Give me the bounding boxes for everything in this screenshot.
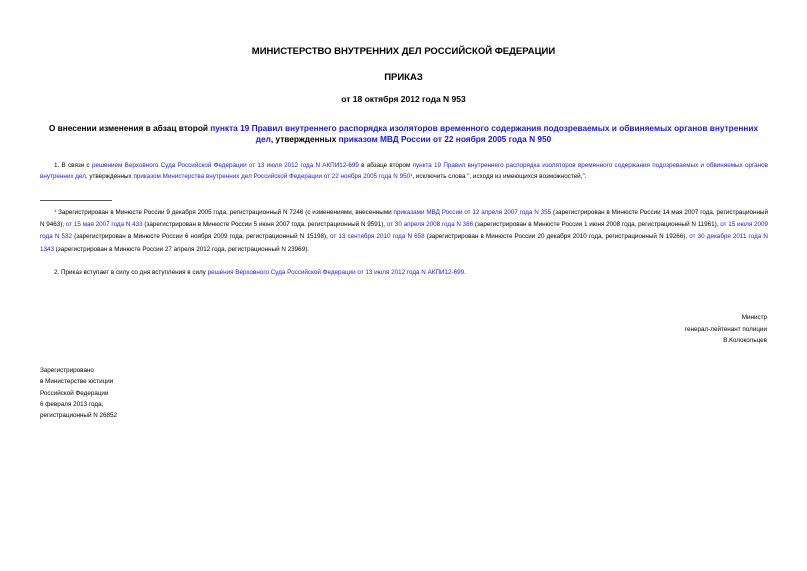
paragraph-2 <box>40 268 768 277</box>
link-rules-item-19[interactable]: пункта 19 Правил внутреннего распорядка изоляторов временного содержания подозреваемых и обвиняемых органов внутренних дел <box>40 162 768 181</box>
footnote-text: (зарегистрирован в Минюсте России 6 ноября 2009 года, регистрационный N 15198), <box>72 233 330 241</box>
paragraph-1 <box>40 161 768 182</box>
subject-text: О внесении изменения в абзац второй <box>48 123 211 133</box>
paragraph-text: , исключить слова ", исходя из имеющихся возможностей,". <box>412 173 587 181</box>
footnote-text: (зарегистрирован в Минюсте России 14 мая 2007 года, регистрационный N 9463), <box>40 209 768 229</box>
paragraph-text: 2. Приказ вступает в силу со дня вступления в силу <box>54 269 208 276</box>
registration-line: Зарегистрировано <box>40 367 94 374</box>
registration-date: 6 февраля 2013 года, <box>40 400 104 408</box>
footnote-number: 1 <box>54 208 57 213</box>
footnote-text: (зарегистрирован в Минюсте России 20 декабря 2010 года, регистрационный N 19266), <box>424 233 690 241</box>
registration-block <box>40 365 117 421</box>
paragraph-text: в абзаце втором <box>358 162 413 169</box>
paragraph-text: , утвержденных <box>85 173 134 181</box>
footnote-text: (зарегистрирован в Минюсте России 1 июня 2008 года, регистрационный N 11961), <box>473 221 721 229</box>
footnote-divider <box>40 200 112 201</box>
signer-position: Министр <box>741 314 767 321</box>
registration-number: регистрационный N 26852 <box>40 412 118 420</box>
subject-text: , утвержденных <box>270 134 339 144</box>
footnote-marker[interactable]: 1 <box>410 172 413 178</box>
registration-line: в Министерстве юстиции <box>40 378 114 386</box>
link-court-decision-2[interactable]: решения Верховного Суда Российской Федерации от 13 июля 2012 года N АКПИ12-699 <box>207 269 465 276</box>
footnote <box>40 205 768 256</box>
document-subject <box>40 123 767 145</box>
link-court-decision[interactable]: решением Верховного Суда Российской Федерации от 13 июля 2012 года N АКПИ12-699 <box>91 162 359 169</box>
link-order-355[interactable]: приказами МВД России от 12 апреля 2007 года N 355 <box>393 209 552 216</box>
signer-name: В.Колокольцев <box>723 337 767 344</box>
footnote-text: (зарегистрирован в Минюсте России 27 апреля 2012 года, регистрационный N 23969). <box>54 245 310 253</box>
paragraph-text: 1. В связи с <box>54 162 92 169</box>
registration-line: Российской Федерации <box>40 389 109 397</box>
doc-date-number: от 18 октября 2012 года N 953 <box>341 94 466 104</box>
paragraph-text: . <box>464 269 466 276</box>
link-order-1343[interactable]: от 30 декабря 2011 года N 1343 <box>40 233 768 253</box>
subject-link-rules[interactable]: пункта 19 Правил внутреннего распорядка изоляторов временного содержания подозреваемых и обвиняемых органов внутренних дел <box>210 123 759 144</box>
link-order-950[interactable]: приказом Министерства внутренних дел Российской Федерации от 22 ноября 2005 года N 950 <box>133 173 411 181</box>
link-order-532[interactable]: от 15 июля 2009 года N 532 <box>40 221 768 241</box>
link-order-386[interactable]: от 30 апреля 2008 года N 386 <box>386 221 474 229</box>
footnote-text: (зарегистрирован в Минюсте России 5 июня 2007 года, регистрационный N 9591), <box>142 221 387 229</box>
subject-link-order[interactable]: приказом МВД России от 22 ноября 2005 года N 950 <box>338 134 552 144</box>
link-order-433[interactable]: от 15 мая 2007 года N 433 <box>65 221 143 229</box>
ministry-heading: МИНИСТЕРСТВО ВНУТРЕННИХ ДЕЛ РОССИЙСКОЙ ФЕДЕРАЦИИ <box>251 46 556 57</box>
signature-block <box>685 312 767 347</box>
doc-type-heading: ПРИКАЗ <box>384 72 423 83</box>
footnote-text: Зарегистрирован в Минюсте России 9 декабря 2005 года, регистрационный N 7246 (с изменениями, внесенными <box>56 209 394 216</box>
link-order-658[interactable]: от 13 сентября 2010 года N 658 <box>329 233 425 241</box>
signer-rank: генерал-лейтенант полиции <box>684 325 767 333</box>
